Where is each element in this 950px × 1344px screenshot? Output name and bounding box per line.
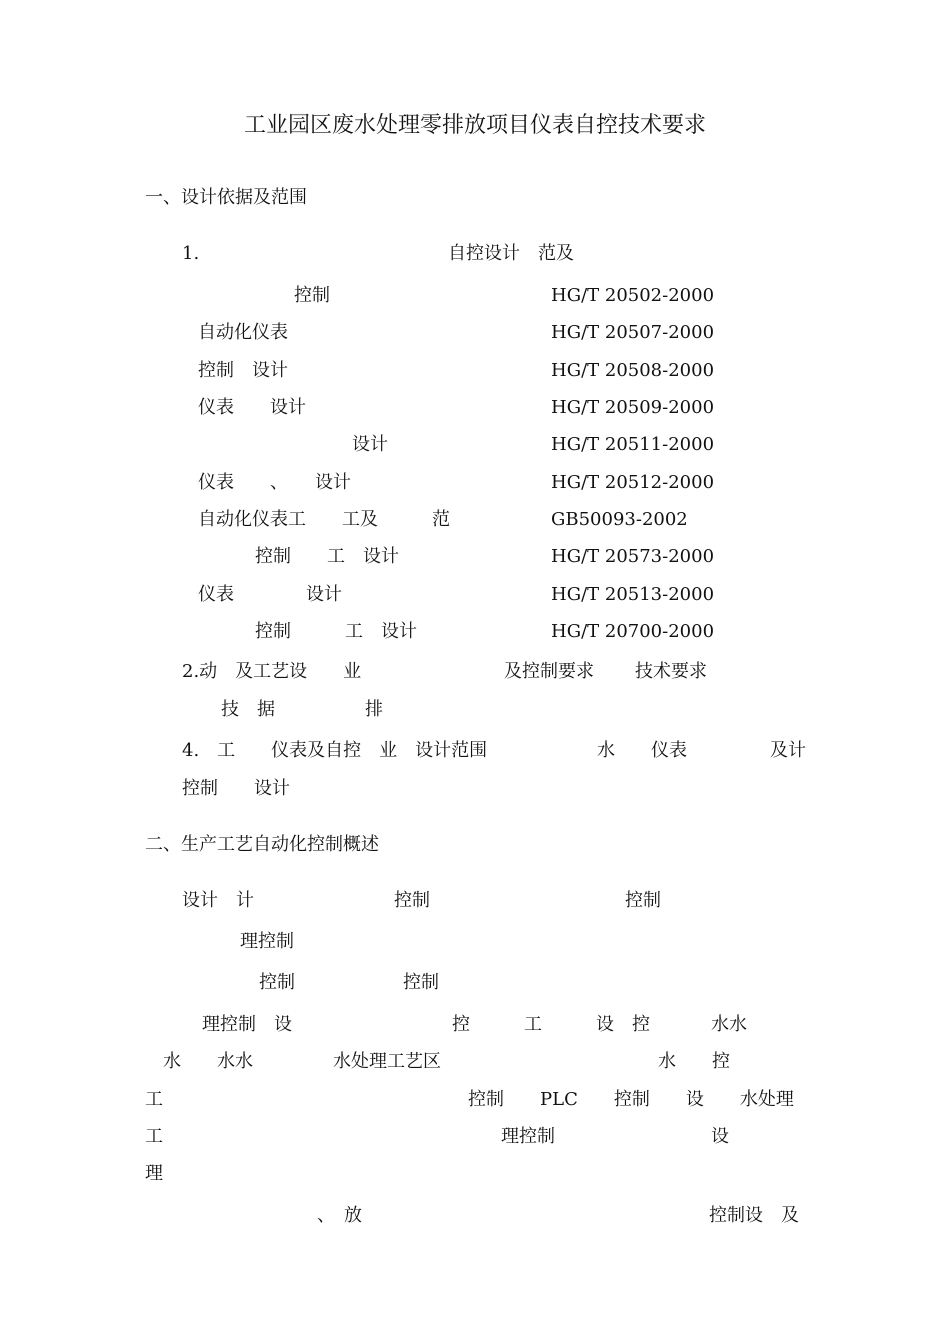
paragraph-text: 控制 PLC 控制 设 水处理 [468,1089,794,1110]
paragraph-text: 水 水水 [163,1051,253,1072]
item-2-control-requirements: 及控制要求 [504,661,594,682]
paragraph-text: 控制设 及 [709,1205,799,1226]
paragraph-text: 控 工 设 控 [452,1014,650,1035]
paragraph-text: 控制 [625,890,661,911]
section-heading-design-basis: 一、设计依据及范围 [145,187,307,208]
paragraph-text: 、 放 [317,1205,362,1226]
standard-code: HG/T 20512-2000 [551,472,715,493]
standard-name: 仪表 设计 [198,397,306,418]
item-4-tail: 及计 [770,740,806,761]
paragraph-text: 水处理工艺区 [333,1051,441,1072]
standard-name: 控制 [294,285,330,306]
standard-code: GB50093-2002 [551,509,688,530]
standard-name: 自动化仪表 [198,322,288,343]
standard-name: 仪表 设计 [198,584,342,605]
standard-code: HG/T 20509-2000 [551,397,715,418]
standard-name: 控制 设计 [198,360,288,381]
item-2-technical-requirements: 技术要求 [635,661,707,682]
paragraph-text: 工 [145,1089,163,1110]
paragraph-text: 工 [145,1126,163,1147]
paragraph-text: 理 [145,1163,163,1184]
item-4-line-2: 控制 设计 [182,778,290,799]
standard-code: HG/T 20573-2000 [551,546,715,567]
section-heading-automation-overview: 二、生产工艺自动化控制概述 [145,834,379,855]
paragraph-text: 理控制 [501,1126,555,1147]
item-3-text: 技 据 排 [221,699,383,720]
standard-name: 控制 工 设计 [255,546,399,567]
paragraph-text: 水 控 [658,1051,730,1072]
standard-name: 自动化仪表工 工及 范 [198,509,450,530]
paragraph-text: 设 [711,1126,729,1147]
paragraph-text: 水水 [711,1014,747,1035]
document-title: 工业园区废水处理零排放项目仪表自控技术要求 [243,113,706,138]
item-2-text: 2.动 及工艺设 业 [182,661,362,682]
item-1-text: 自控设计 范及 [448,243,574,264]
paragraph-text: 理控制 [240,931,294,952]
standard-code: HG/T 20513-2000 [551,584,715,605]
paragraph-text: 控制 [403,972,439,993]
paragraph-text: 控制 [394,890,430,911]
standard-code: HG/T 20700-2000 [551,621,715,642]
standard-code: HG/T 20508-2000 [551,360,715,381]
standard-code: HG/T 20511-2000 [551,434,715,455]
standard-name: 仪表 、 设计 [198,472,351,493]
standard-name: 设计 [352,434,388,455]
standard-code: HG/T 20502-2000 [551,285,715,306]
item-1-number: 1. [182,243,200,264]
item-4-instrument: 水 仪表 [597,740,687,761]
item-4-text: 4. 工 仪表及自控 业 设计范围 [182,740,488,761]
paragraph-text: 理控制 设 [202,1014,292,1035]
standard-name: 控制 工 设计 [255,621,417,642]
paragraph-text: 控制 [259,972,295,993]
paragraph-text: 设计 计 [182,890,254,911]
standard-code: HG/T 20507-2000 [551,322,715,343]
